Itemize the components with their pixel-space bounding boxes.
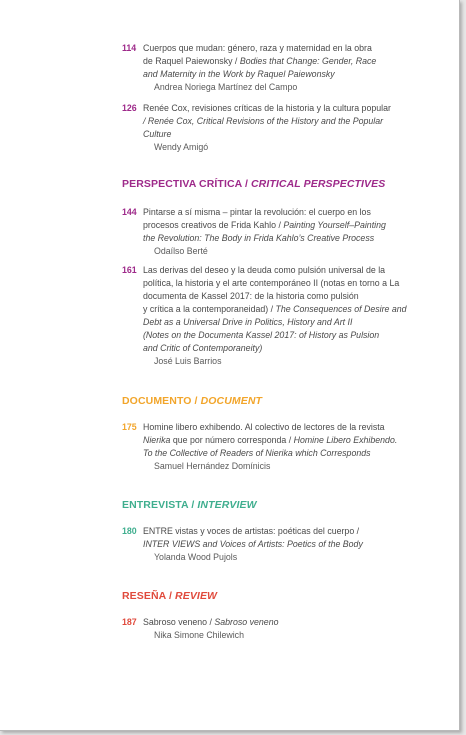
entry-author: Yolanda Wood Pujols bbox=[154, 552, 238, 562]
entry-line: Nierika que por número corresponda / Homine Libero Exhibendo. bbox=[143, 435, 398, 445]
toc-entry-114[interactable] bbox=[122, 42, 427, 94]
page-number: 175 bbox=[122, 422, 137, 432]
entry-line: Cuerpos que mudan: género, raza y maternidad en la obra bbox=[143, 43, 372, 53]
toc-entry-175[interactable] bbox=[122, 421, 427, 473]
entry-line: Debt as a Universal Drive in Politics, History and Art II bbox=[143, 317, 353, 327]
entry-author: Samuel Hernández Domínicis bbox=[154, 461, 271, 471]
entry-line: y crítica a la contemporaneidad) / The Consequences of Desire and bbox=[143, 304, 407, 314]
entry-line: política, la historia y el arte contemporáneo II (notas en torno a La bbox=[143, 278, 400, 288]
page-number: 144 bbox=[122, 207, 137, 217]
entry-line: Sabroso veneno / Sabroso veneno bbox=[143, 617, 279, 627]
entry-line: de Raquel Paiewonsky / Bodies that Change: Gender, Race bbox=[143, 56, 377, 66]
entry-line: Culture bbox=[143, 129, 172, 139]
entry-author: José Luis Barrios bbox=[154, 356, 222, 366]
page-number: 161 bbox=[122, 265, 137, 275]
page-number: 187 bbox=[122, 617, 137, 627]
entry-line: INTER VIEWS and Voices of Artists: Poetics of the Body bbox=[143, 539, 363, 549]
section-title-resena: RESEÑA / REVIEW bbox=[122, 590, 218, 602]
toc-entry-180[interactable] bbox=[122, 525, 427, 564]
entry-line: and Maternity in the Work by Raquel Paiewonsky bbox=[143, 69, 335, 79]
toc-entry-126[interactable] bbox=[122, 102, 427, 154]
toc-entry-161[interactable] bbox=[122, 264, 427, 368]
entry-line: To the Collective of Readers of Nierika which Corresponds bbox=[143, 448, 371, 458]
toc-entry-187[interactable] bbox=[122, 616, 427, 642]
entry-line: Las derivas del deseo y la deuda como pulsión universal de la bbox=[143, 265, 386, 275]
entry-line: procesos creativos de Frida Kahlo / Painting Yourself–Painting bbox=[143, 220, 386, 230]
page-number: 126 bbox=[122, 103, 137, 113]
page-number: 114 bbox=[122, 43, 137, 53]
entry-line: Renée Cox, revisiones críticas de la historia y la cultura popular bbox=[143, 103, 391, 113]
entry-line: / Renée Cox, Critical Revisions of the History and the Popular bbox=[143, 116, 384, 126]
entry-line: Homine libero exhibendo. Al colectivo de lectores de la revista bbox=[143, 422, 385, 432]
section-title-perspectiva: PERSPECTIVA CRÍTICA / CRITICAL PERSPECTIVES bbox=[122, 178, 386, 190]
entry-author: Odaílso Berté bbox=[154, 246, 208, 256]
entry-author: Nika Simone Chilewich bbox=[154, 630, 244, 640]
section-title-entrevista: ENTREVISTA / INTERVIEW bbox=[122, 499, 257, 511]
entry-line: the Revolution: The Body in Frida Kahlo’s Creative Process bbox=[143, 233, 375, 243]
entry-author: Andrea Noriega Martínez del Campo bbox=[154, 82, 298, 92]
entry-line: (Notes on the Documenta Kassel 2017: of History as Pulsion bbox=[143, 330, 380, 340]
entry-line: and Critic of Contemporaneity) bbox=[143, 343, 263, 353]
entry-author: Wendy Amigó bbox=[154, 142, 209, 152]
entry-line: documenta de Kassel 2017: de la historia como pulsión bbox=[143, 291, 359, 301]
page-number: 180 bbox=[122, 526, 137, 536]
entry-line: Pintarse a sí misma – pintar la revolución: el cuerpo en los bbox=[143, 207, 371, 217]
toc-entry-144[interactable] bbox=[122, 206, 427, 258]
entry-line: ENTRE vistas y voces de artistas: poéticas del cuerpo / bbox=[143, 526, 360, 536]
section-title-documento: DOCUMENTO / DOCUMENT bbox=[122, 395, 263, 407]
